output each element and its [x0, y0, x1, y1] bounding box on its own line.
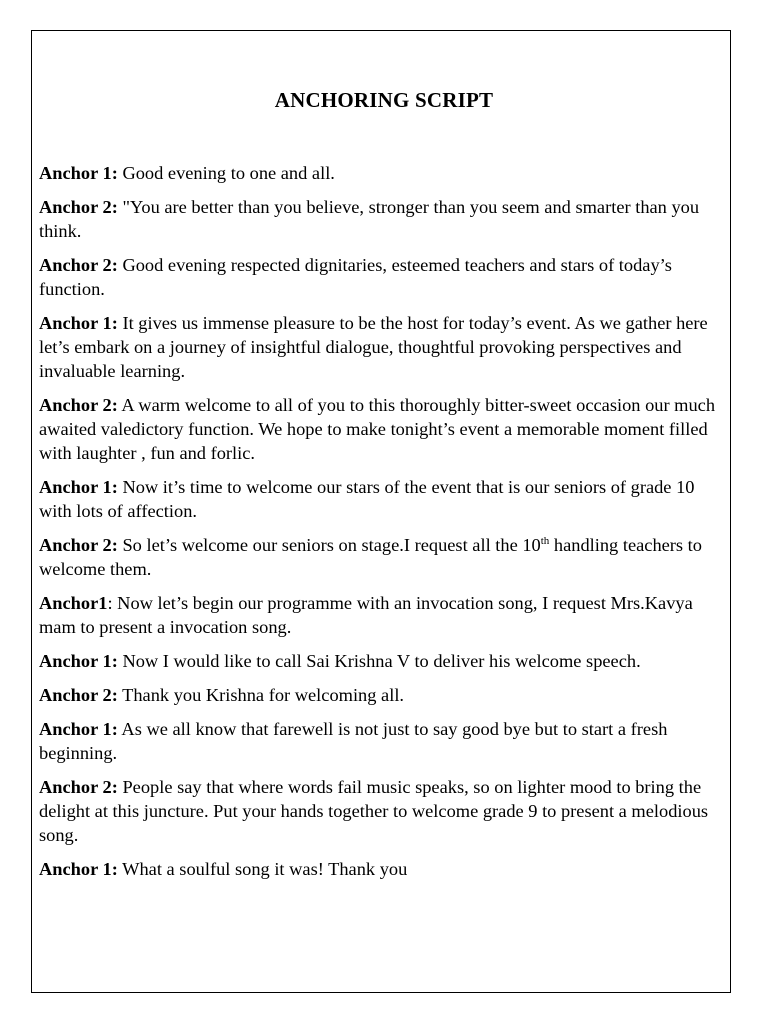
script-line-10: [39, 683, 723, 707]
speaker-label: Anchor1: [39, 593, 108, 613]
line-text: It gives us immense pleasure to be the host for today’s event. As we gather here let’s embark on a journey of insightful dialogue, thoughtful provoking perspectives and invaluable learning.: [39, 313, 708, 381]
script-line-1: [39, 161, 723, 185]
speaker-label: Anchor 1:: [39, 477, 118, 497]
speaker-label: Anchor 2:: [39, 255, 118, 275]
ordinal-suffix: th: [540, 534, 550, 547]
script-line-6: [39, 475, 723, 523]
line-text-continued: handling teachers to welcome them.: [39, 535, 702, 579]
speaker-label: Anchor 1:: [39, 163, 118, 183]
line-text: As we all know that farewell is not just to say good bye but to start a fresh beginning.: [39, 719, 668, 763]
script-line-2: [39, 195, 723, 243]
speaker-label: Anchor 1:: [39, 719, 118, 739]
script-line-12: [39, 775, 723, 847]
script-line-9: [39, 649, 723, 673]
line-text: Now I would like to call Sai Krishna V to deliver his welcome speech.: [117, 651, 641, 671]
line-text: "You are better than you believe, stronger than you seem and smarter than you think.: [39, 197, 700, 241]
speaker-label: Anchor 2:: [39, 197, 118, 217]
line-text: Good evening respected dignitaries, esteemed teachers and stars of today’s function.: [39, 255, 672, 299]
speaker-label: Anchor 1:: [39, 651, 118, 671]
speaker-label: Anchor 1:: [39, 859, 118, 879]
script-body: [39, 161, 723, 891]
script-line-11: [39, 717, 723, 765]
speaker-label: Anchor 1:: [39, 313, 118, 333]
script-line-7: [39, 533, 723, 581]
script-line-13: [39, 857, 723, 881]
document-title: ANCHORING SCRIPT: [274, 88, 494, 112]
speaker-label: Anchor 2:: [39, 685, 118, 705]
script-line-3: [39, 253, 723, 301]
line-text: So let’s welcome our seniors on stage.I request all the 10: [117, 535, 541, 555]
line-text: People say that where words fail music speaks, so on lighter mood to bring the delight at this juncture. Put your hands together to welcome grade 9 to present a melodious song.: [39, 777, 709, 845]
speaker-label: Anchor 2:: [39, 777, 118, 797]
line-text: Now it’s time to welcome our stars of the event that is our seniors of grade 10 with lots of affection.: [39, 477, 695, 521]
line-text: Thank you Krishna for welcoming all.: [117, 685, 405, 705]
line-text: Good evening to one and all.: [117, 163, 335, 183]
line-text: A warm welcome to all of you to this thoroughly bitter-sweet occasion our much awaited valedictory function. We hope to make tonight’s event a memorable moment filled with laughter , fun and forlic.: [39, 395, 716, 463]
script-line-5: [39, 393, 723, 465]
line-text: What a soulful song it was! Thank you: [117, 859, 408, 879]
script-line-4: [39, 311, 723, 383]
line-text: : Now let’s begin our programme with an invocation song, I request Mrs.Kavya mam to present a invocation song.: [39, 593, 693, 637]
speaker-label: Anchor 2:: [39, 535, 118, 555]
script-line-8: [39, 591, 723, 639]
speaker-label: Anchor 2:: [39, 395, 118, 415]
